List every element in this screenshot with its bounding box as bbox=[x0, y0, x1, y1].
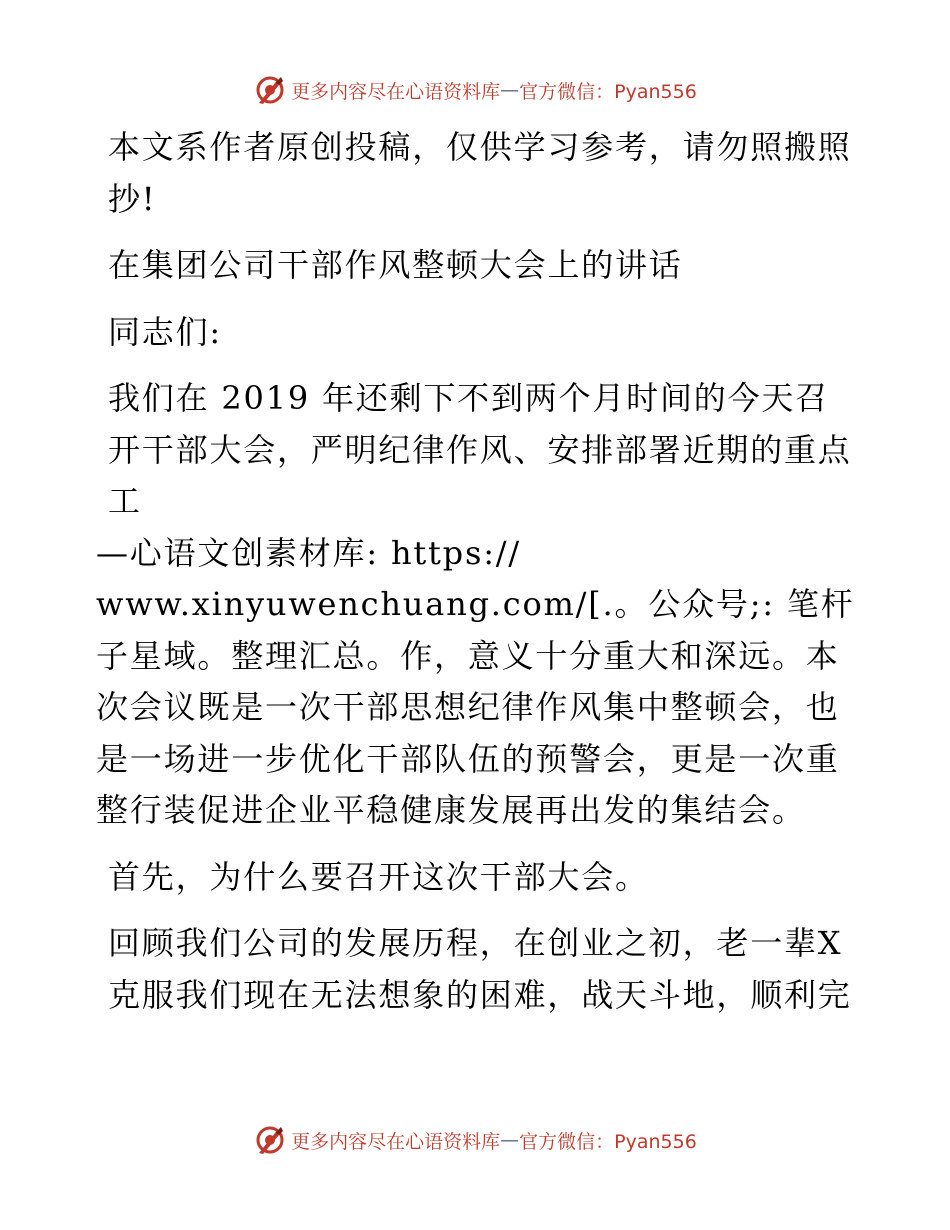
banner-separator: — bbox=[500, 1129, 520, 1151]
salutation: 同志们: bbox=[108, 312, 222, 351]
header-banner bbox=[0, 70, 950, 110]
pen-logo-icon bbox=[253, 73, 287, 107]
banner-separator: — bbox=[500, 79, 520, 101]
paragraph-question: 首先，为什么要召开这次干部大会。 bbox=[108, 857, 649, 896]
paragraph-history: 回顾我们公司的发展历程，在创业之初，老一辈X克服我们现在无法想象的困难，战天斗地，顺利完 bbox=[108, 924, 852, 1014]
banner-contact: 官方微信：Pyan556 bbox=[519, 80, 697, 103]
pen-logo-icon bbox=[253, 1123, 287, 1157]
speech-title: 在集团公司干部作风整顿大会上的讲话 bbox=[108, 246, 683, 284]
paragraph-intro-continued: www.xinyuwenchuang.com/[.。公众号;: 笔杆子星域。整理汇总。作，意义十分重大和深远。本次会议既是一次干部思想纪律作风集中整顿会，也是一场进一步优化干部队伍的预警会，更是一次重整行装促进企业平稳健康发展再出发的集结会。 bbox=[96, 585, 855, 829]
paragraph-intro: 我们在 2019 年还剩下不到两个月时间的今天召开干部大会，严明纪律作风、安排部署近期的重点工 bbox=[108, 379, 852, 520]
source-watermark-line: —心语文创素材库: https:// bbox=[96, 533, 521, 572]
footer-banner bbox=[0, 1120, 950, 1160]
banner-ad-text: 更多内容尽在心语资料库 bbox=[291, 1130, 501, 1153]
copyright-notice: 本文系作者原创投稿，仅供学习参考，请勿照搬照抄! bbox=[108, 128, 852, 218]
banner-contact: 官方微信：Pyan556 bbox=[519, 1130, 697, 1153]
document-body bbox=[96, 122, 856, 1021]
banner-ad-text: 更多内容尽在心语资料库 bbox=[291, 80, 501, 103]
